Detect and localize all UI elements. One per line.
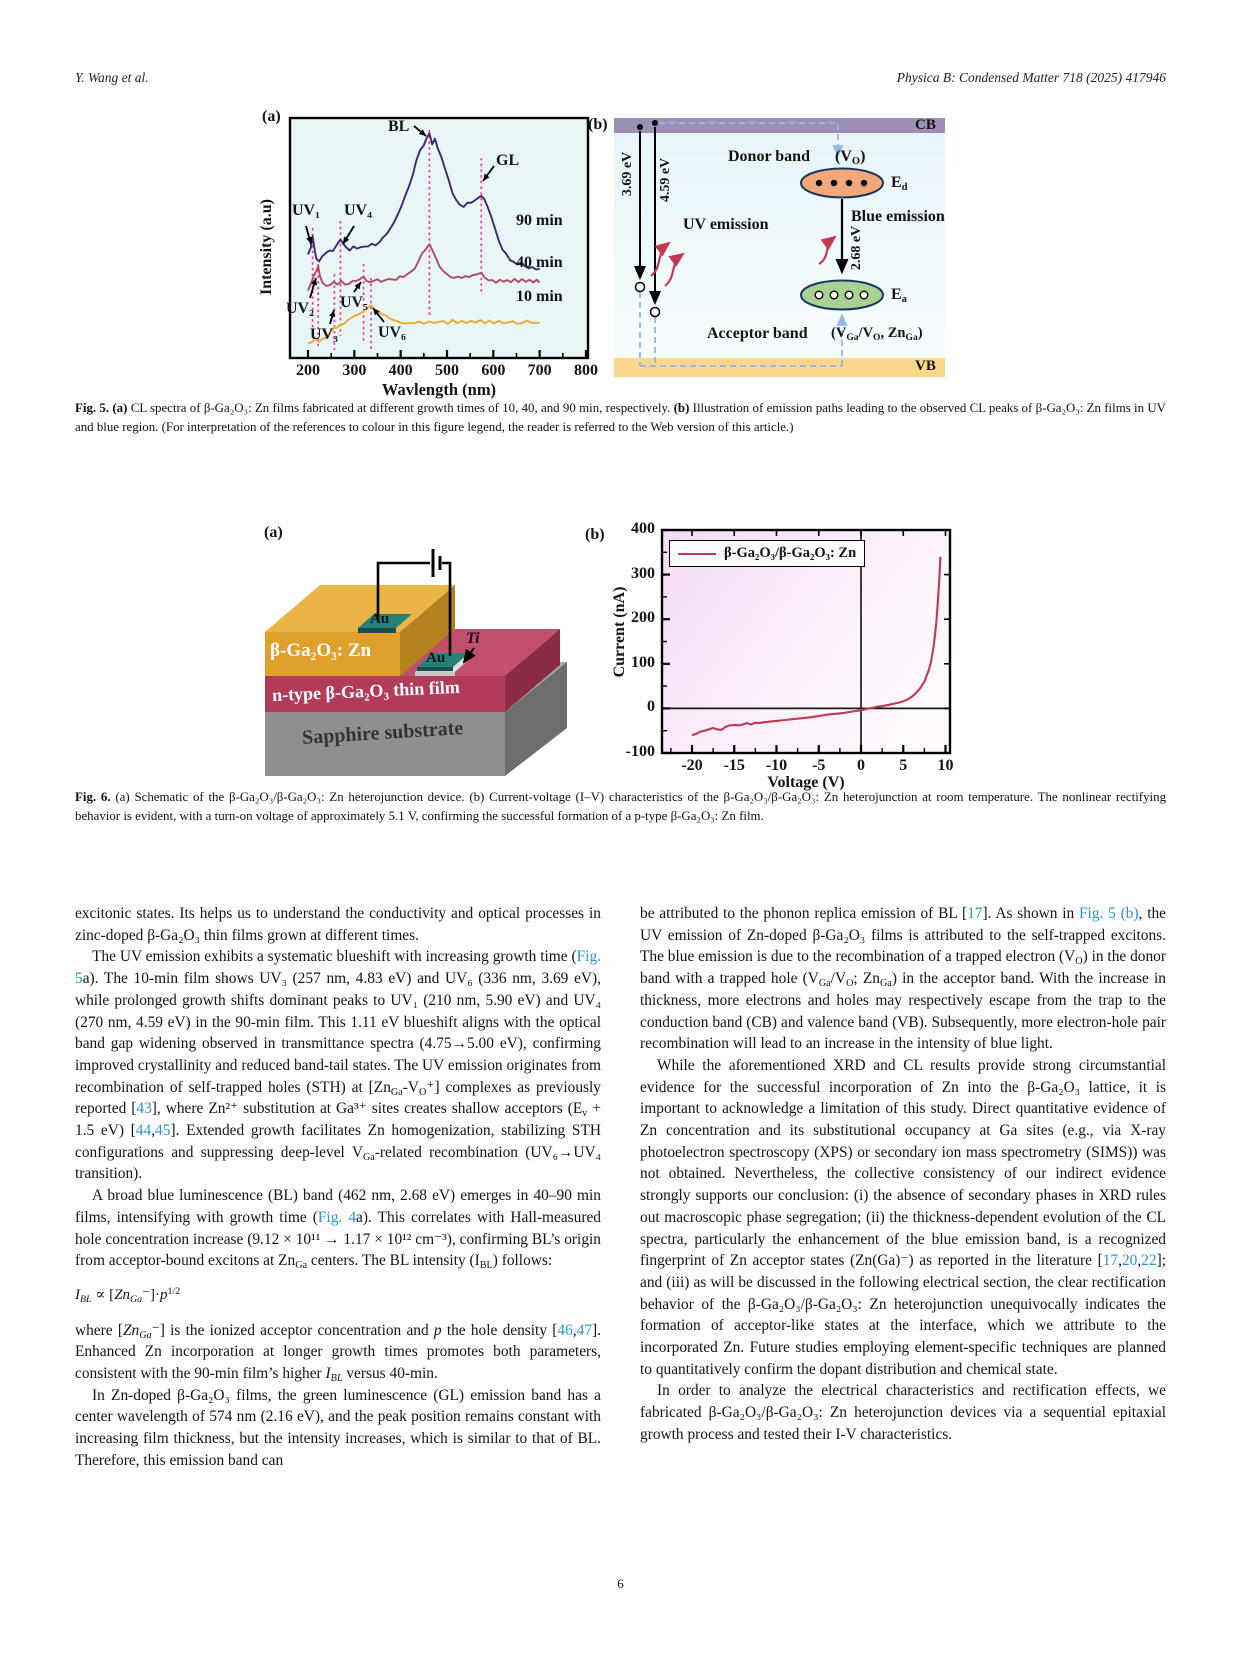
fig6-panel-a-device-schematic — [250, 480, 595, 780]
legend-label: β-Ga₂O₃/β-Ga₂O₃: Zn — [724, 545, 857, 561]
acceptor-level-ea: Ea — [891, 286, 907, 306]
series-label-10min: 10 min — [516, 288, 563, 305]
citation-link[interactable]: 20 — [1121, 1252, 1138, 1270]
paragraph: The UV emission exhibits a systematic blueshift with increasing growth time (Fig. 5a). The 10-min film shows UV₃ (257 nm, 4.83 eV) and UV₆ (336 nm, 3.69 eV), while prolonged growth shifts dominant peaks to UV₁ (210 nm, 5.90 eV) and UV₄ (270 nm, 4.59 eV) in the 90-min film. This 1.11 eV blueshift aligns with the optical band gap widening observed in transmittance spectra (4.75→5.00 eV), confirming improved crystallinity and reduced band-tail states. The UV emission originates from recombination of self-trapped holes (STH) at [ZnGa-VO⁺] complexes as previously reported [43], where Zn²⁺ substitution at Ga³⁺ sites creates shallow acceptors (Ev + 1.5 eV) [44,45]. Extended growth facilitates Zn homogenization, stabilizing STH configurations and suppressing deep-level VGa-related recombination (UV₆→UV₄ transition). — [75, 948, 601, 1183]
citation-link[interactable]: 43 — [136, 1100, 152, 1118]
x-axis-label: Voltage (V) — [767, 774, 845, 791]
paragraph: where [ZnGa⁻] is the ionized acceptor concentration and p the hole density [46,47]. Enhanced Zn incorporation at longer growth times promotes both parameters, consistent with the 90-min film’s higher IBL versus 40-min. — [75, 1321, 601, 1385]
paragraph: A broad blue luminescence (BL) band (462 nm, 2.68 eV) emerges in 40–90 min films, intensifying with growth time (Fig. 4a). This correlates with Hall-measured hole concentration increase (9.12 × 10¹¹ → 1.17 × 10¹² cm⁻³), confirming BL’s origin from acceptor-bound excitons at ZnGa centers. The BL intensity (IBL) follows: — [75, 1187, 601, 1272]
fig6-caption: Fig. 6. (a) Schematic of the β-Ga₂O₃/β-Ga₂O₃: Zn heterojunction device. (b) Current-voltage (I–V) characteristics of the β-Ga₂O₃/β-Ga₂O₃: Zn heterojunction at room temperature. The nonlinear rectifying behavior is evident, with a turn-on voltage of approximately 5.1 V, confirming the successful formation of a p-type β-Ga₂O₃: Zn film. — [75, 790, 1167, 823]
blue-emission-label: Blue emission — [851, 208, 945, 225]
fig6-panel-b-iv-plot: (b) Current (nA) Voltage (V) -20 -15 -10 -5 0 5 10 -100 0 100 200 300 400 β-Ga₂O₃/β-Ga₂O₃: Zn — [585, 480, 965, 800]
series-label-90min: 90 min — [516, 212, 563, 229]
annotation-uv1: UV₁ — [292, 202, 320, 219]
body-column-right — [640, 903, 1166, 1446]
panel-b-label: (b) — [588, 116, 608, 133]
equation-bl-intensity: IBL ∝ $[ZnGa^-]\cdot p^{1/2}$ — [75, 1286, 181, 1305]
citation-link[interactable]: 45 — [155, 1122, 171, 1140]
citation-link[interactable]: Fig. 4 — [317, 1208, 357, 1226]
annotation-uv4: UV₄ — [344, 202, 372, 219]
paragraph: excitonic states. Its helps us to understand the conductivity and optical processes in zinc-doped β-Ga₂O₃ thin films grown at different times. — [75, 905, 601, 944]
substrate-label: Sapphire substrate — [301, 717, 464, 749]
energy-369: 3.69 eV — [620, 151, 635, 197]
fig5-caption: Fig. 5. (a) CL spectra of β-Ga₂O₃: Zn films fabricated at different growth times of 10, 40, and 90 min, respectively. (b) Illustration of emission paths leading to the observed CL peaks of β-Ga₂O₃: Zn films in UV and blue region. (For interpretation of the references to colour in this figure legend, the reader is referred to the Web version of this article.) — [75, 401, 1166, 434]
legend-line-swatch — [678, 553, 716, 555]
energy-268: 2.68 eV — [849, 225, 864, 271]
citation-link[interactable]: 44 — [135, 1122, 152, 1140]
y-axis-label: Intensity (a.u) — [258, 199, 275, 296]
page-number: 6 — [617, 1576, 624, 1591]
annotation-uv2: UV₂ — [286, 300, 314, 317]
figure-6 — [0, 470, 1241, 850]
paragraph: In Zn-doped β-Ga₂O₃ films, the green luminescence (GL) emission band has a center wavelength of 574 nm (2.16 eV), and the peak position remains constant with increasing film thickness, but the intensity increases, which is similar to that of BL. Therefore, this emission band can — [75, 1386, 601, 1469]
valence-band-label: VB — [915, 358, 936, 374]
fig5-panel-a-cl-spectra: (a) Intensity (a.u) Wavlength (nm) 200 300 400 500 600 700 800 BL GL UV₁ UV₄ UV₂ UV₅ UV₃ UV₆ 90 min 40 min 10 min — [248, 96, 598, 398]
paragraph: While the aforementioned XRD and CL results provide strong circumstantial evidence for the successful incorporation of Zn into the β-Ga₂O₃ lattice, it is important to acknowledge a limitation of this study. Direct quantitative evidence of Zn concentration and its substitutional occupancy at Ga sites (e.g., via X-ray photoelectron spectroscopy (XPS) or secondary ion mass spectrometry (SIMS)) was not obtained. Nevertheless, the collective consistency of our indirect evidence strongly supports our conclusion: (i) the absence of secondary phases in XRD rules out macroscopic phase segregation; (ii) the thickness-dependent evolution of the CL spectra, particularly the enhancement of the blue emission band, is a recognized fingerprint of Zn acceptor states (Zn(Ga)⁻) as reported in the literature [17,20,22]; and (iii) as will be discussed in the following electrical section, the clear rectification behavior of the β-Ga₂O₃/β-Ga₂O₃: Zn heterojunction unequivocally indicates the formation of acceptor-like states at the interface, which we attribute to the incorporated Zn. Future studies employing element-specific techniques are planned to quantitatively confirm the dopant distribution and chemical state. — [640, 1056, 1166, 1378]
paragraph: In order to analyze the electrical characteristics and rectification effects, we fabricated β-Ga₂O₃/β-Ga₂O₃: Zn heterojunction devices via a sequential epitaxial growth process and tested their I-V characteristics. — [640, 1382, 1166, 1443]
donor-band-label: Donor band — [728, 148, 810, 165]
plot-legend — [669, 540, 865, 567]
cl-spectra-plot — [248, 96, 598, 398]
citation-link[interactable]: 17 — [967, 905, 983, 922]
citation-link[interactable]: 47 — [576, 1321, 593, 1339]
acceptor-defects-label: (VGa/VO, ZnGa) — [831, 325, 923, 343]
band-diagram-drawing — [585, 96, 945, 398]
paragraph: be attributed to the phonon replica emission of BL [17]. As shown in Fig. 5 (b), the UV emission of Zn-doped β-Ga₂O₃ films is attributed to the self-trapped excitons. The blue emission is due to the recombination of a trapped electron (VO) in the donor band with a trapped hole (VGa/VO; ZnGa) in the acceptor band. With the increase in thickness, more electrons and holes may respectively escape from the trap to the conduction band (CB) and valence band (VB). Subsequently, more electron-hole pair recombination will lead to an increase in the intensity of blue light. — [640, 905, 1167, 1053]
citation-link[interactable]: Fig. 5 (b) — [1079, 905, 1139, 922]
x-axis-label: Wavlength (nm) — [381, 380, 497, 399]
running-head-journal: Physica B: Condensed Matter 718 (2025) 417946 — [896, 70, 1166, 85]
n-type-layer-label: n-type β-Ga₂O₃ thin film — [271, 676, 461, 706]
donor-defect-label: (VO) — [835, 148, 866, 168]
uv-emission-label: UV emission — [683, 216, 769, 233]
series-label-40min: 40 min — [516, 254, 563, 271]
zn-doped-layer-label: β-Ga₂O₃: Zn — [270, 640, 372, 661]
annotation-uv3: UV₃ — [310, 326, 338, 343]
citation-link[interactable]: 46 — [557, 1321, 573, 1339]
citation-link[interactable]: 22 — [1141, 1252, 1157, 1270]
energy-459: 4.59 eV — [658, 157, 673, 203]
citation-link[interactable]: Fig. 5 — [75, 948, 601, 988]
body-column-left — [75, 903, 601, 1472]
au-contact-right-label: Au — [426, 650, 446, 666]
ti-layer-label: Ti — [466, 630, 480, 647]
figure-5 — [0, 0, 1241, 434]
annotation-gl: GL — [496, 152, 520, 169]
fig5-panel-b-band-diagram — [585, 96, 945, 398]
citation-link[interactable]: 17 — [1102, 1252, 1119, 1270]
annotation-uv5: UV₅ — [340, 294, 368, 311]
annotation-bl: BL — [388, 118, 410, 135]
running-head-authors: Y. Wang et al. — [75, 70, 149, 85]
panel-a-label: (a) — [264, 524, 283, 541]
y-axis-label: Current (nA) — [611, 586, 628, 678]
au-contact-left-label: Au — [370, 611, 390, 627]
donor-level-ed: Ed — [891, 174, 908, 194]
acceptor-band-label: Acceptor band — [707, 325, 808, 342]
panel-a-label: (a) — [262, 108, 281, 125]
conduction-band-label: CB — [915, 117, 936, 133]
annotation-uv6: UV₆ — [378, 324, 406, 341]
panel-b-label: (b) — [585, 526, 605, 543]
